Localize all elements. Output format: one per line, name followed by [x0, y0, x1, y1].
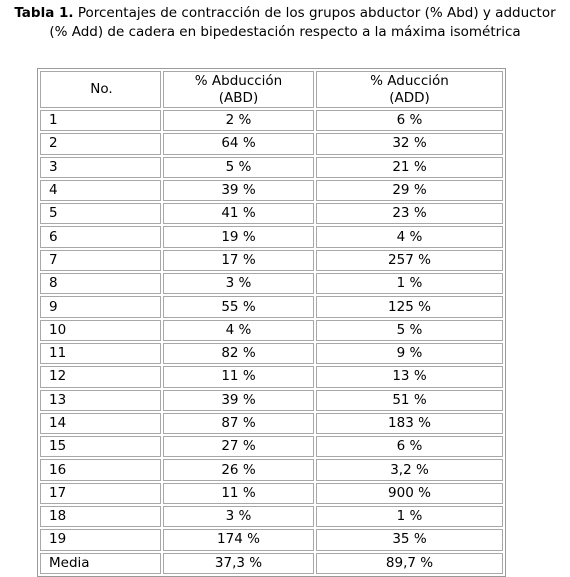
cell-abduction: 2 %: [163, 110, 314, 131]
cell-no: 1: [40, 110, 161, 131]
cell-adduction: 6 %: [316, 436, 503, 457]
cell-adduction: 51 %: [316, 390, 503, 411]
table-row: [40, 133, 503, 154]
cell-adduction: 32 %: [316, 133, 503, 154]
cell-no: 11: [40, 343, 161, 364]
cell-abduction: 19 %: [163, 226, 314, 247]
table-row: [40, 180, 503, 201]
header-abduction: [163, 71, 314, 108]
caption-lead: Tabla 1.: [14, 5, 74, 21]
table-row: [40, 273, 503, 294]
header-row: [40, 71, 503, 108]
cell-adduction: 9 %: [316, 343, 503, 364]
data-table: [37, 68, 506, 577]
table-row: [40, 343, 503, 364]
table-row: [40, 506, 503, 527]
cell-adduction: 1 %: [316, 506, 503, 527]
cell-no: 16: [40, 459, 161, 480]
cell-adduction: 13 %: [316, 366, 503, 387]
table-row: [40, 459, 503, 480]
table-row: [40, 110, 503, 131]
cell-abduction: 82 %: [163, 343, 314, 364]
table-body: [40, 110, 503, 574]
cell-abduction: 11 %: [163, 366, 314, 387]
header-abduction-line2: (ABD): [218, 89, 259, 106]
cell-adduction: 23 %: [316, 203, 503, 224]
cell-adduction: 89,7 %: [316, 553, 503, 574]
table-row: [40, 366, 503, 387]
caption-line2: (% Add) de cadera en bipedestación respecto a la máxima isométrica: [49, 24, 521, 40]
table-row: [40, 250, 503, 271]
cell-adduction: 900 %: [316, 483, 503, 504]
cell-abduction: 27 %: [163, 436, 314, 457]
cell-abduction: 5 %: [163, 157, 314, 178]
table-row: [40, 436, 503, 457]
cell-no: 13: [40, 390, 161, 411]
table-row: [40, 296, 503, 317]
cell-adduction: 4 %: [316, 226, 503, 247]
cell-adduction: 1 %: [316, 273, 503, 294]
cell-no: 8: [40, 273, 161, 294]
caption-line1: Porcentajes de contracción de los grupos abductor (% Abd) y adductor: [77, 5, 556, 21]
table-caption: [0, 0, 570, 42]
cell-abduction: 55 %: [163, 296, 314, 317]
table-row: [40, 483, 503, 504]
cell-adduction: 5 %: [316, 320, 503, 341]
header-adduction: [316, 71, 503, 108]
cell-adduction: 257 %: [316, 250, 503, 271]
cell-no: 7: [40, 250, 161, 271]
table-row: [40, 203, 503, 224]
cell-no: 12: [40, 366, 161, 387]
cell-abduction: 37,3 %: [163, 553, 314, 574]
cell-adduction: 29 %: [316, 180, 503, 201]
table-container: [37, 68, 506, 577]
cell-no: 10: [40, 320, 161, 341]
table-row: [40, 226, 503, 247]
cell-no: 14: [40, 413, 161, 434]
table-row: [40, 553, 503, 574]
cell-abduction: 174 %: [163, 529, 314, 550]
cell-no: 6: [40, 226, 161, 247]
cell-no: 2: [40, 133, 161, 154]
table-row: [40, 413, 503, 434]
cell-no: 19: [40, 529, 161, 550]
cell-abduction: 3 %: [163, 273, 314, 294]
cell-no: 5: [40, 203, 161, 224]
cell-adduction: 3,2 %: [316, 459, 503, 480]
table-row: [40, 529, 503, 550]
cell-adduction: 21 %: [316, 157, 503, 178]
cell-adduction: 6 %: [316, 110, 503, 131]
cell-no: 18: [40, 506, 161, 527]
cell-abduction: 3 %: [163, 506, 314, 527]
cell-no: 17: [40, 483, 161, 504]
table-row: [40, 320, 503, 341]
cell-abduction: 39 %: [163, 180, 314, 201]
header-adduction-line2: (ADD): [389, 89, 430, 106]
cell-abduction: 4 %: [163, 320, 314, 341]
cell-no: 3: [40, 157, 161, 178]
cell-adduction: 35 %: [316, 529, 503, 550]
cell-adduction: 183 %: [316, 413, 503, 434]
cell-no: 4: [40, 180, 161, 201]
cell-no: Media: [40, 553, 161, 574]
table-row: [40, 390, 503, 411]
cell-abduction: 17 %: [163, 250, 314, 271]
cell-abduction: 39 %: [163, 390, 314, 411]
header-abduction-line1: % Abducción: [194, 72, 283, 89]
cell-no: 9: [40, 296, 161, 317]
cell-adduction: 125 %: [316, 296, 503, 317]
table-row: [40, 157, 503, 178]
cell-abduction: 26 %: [163, 459, 314, 480]
cell-abduction: 11 %: [163, 483, 314, 504]
cell-no: 15: [40, 436, 161, 457]
header-no: No.: [40, 71, 161, 108]
cell-abduction: 41 %: [163, 203, 314, 224]
cell-abduction: 64 %: [163, 133, 314, 154]
header-adduction-line1: % Aducción: [370, 72, 449, 89]
cell-abduction: 87 %: [163, 413, 314, 434]
